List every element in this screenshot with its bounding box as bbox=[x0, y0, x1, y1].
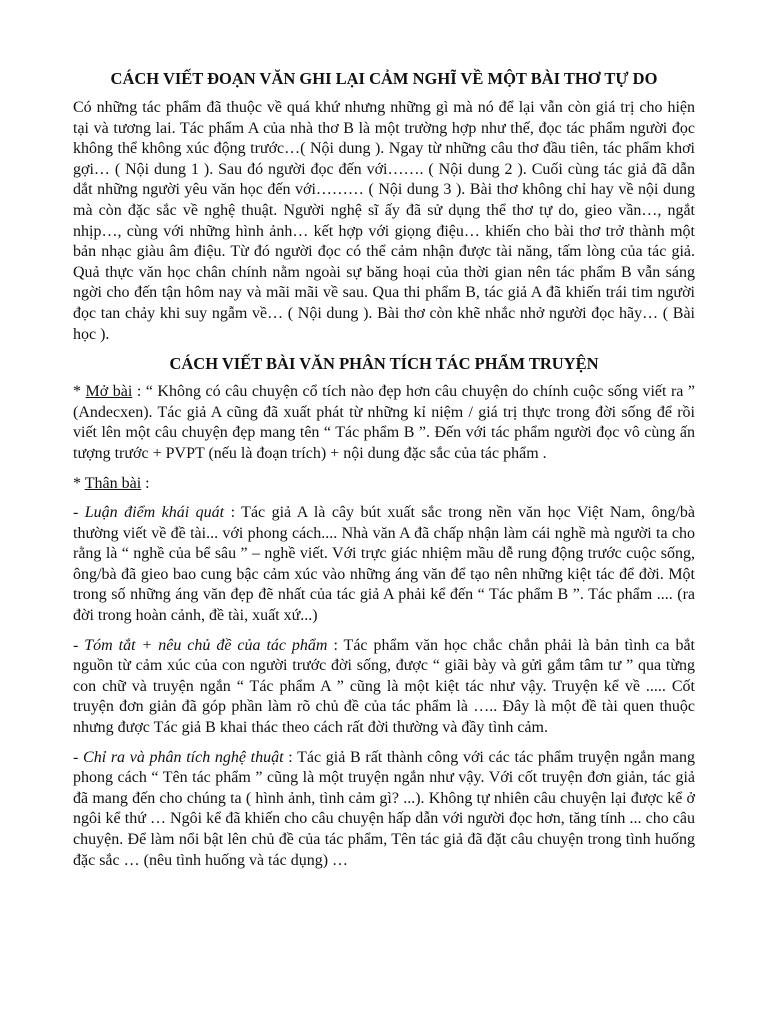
mo-bai-paragraph bbox=[73, 382, 695, 464]
poem-paragraph: Có những tác phẩm đã thuộc về quá khứ nhưng những gì mà nó để lại vẫn còn giá trị cho hiện tại và tương lai. Tác phẩm A của nhà thơ B là một trường hợp như thế, đọc tác phẩm người đọc không thể không xúc động trước…( Nội dung ). Ngay từ những câu thơ đầu tiên, tác phẩm khơi gợi… ( Nội dung 1 ). Sau đó người đọc đến với……. ( Nội dung 2 ). Cuối cùng tác giả đã dẫn dắt những người yêu văn học đến với……… ( Nội dung 3 ). Bài thơ không chỉ hay về nội dung mà còn đặc sắc về nghệ thuật. Người nghệ sĩ ấy đã sử dụng thể thơ tự do, gieo vần…, ngắt nhịp…, cùng với những hình ảnh… kết hợp với giọng điệu… khiến cho bài thơ trở thành một bản nhạc giàu âm điệu. Từ đó người đọc có thể cảm nhận được tài năng, tấm lòng của tác giả. Quả thực văn học chân chính nằm ngoài sự băng hoại của thời gian nên tác phẩm B vẫn sáng ngời cho đến tận hôm nay và mãi mãi về sau. Qua thi phẩm B, tác giả A đã khiến trái tim người đọc tan chảy khi suy ngẫm về… ( Nội dung ). Bài thơ còn khẽ nhắc nhở người đọc hãy… ( Bài học ). bbox=[73, 99, 695, 343]
than-bai-prefix: * bbox=[73, 474, 85, 492]
nghe-thuat-label: Chỉ ra và phân tích nghệ thuật bbox=[83, 748, 284, 766]
luan-diem-prefix: - bbox=[73, 504, 85, 522]
luan-diem-text: : Tác giả A là cây bút xuất sắc trong nền văn học Việt Nam, ông/bà thường viết về đề tài... với phong cách.... Nhà văn A đã chấp nhận làm cái nghề mà người ta cho rằng là “ nghề của bể sâu ” – nghề viết. Với trực giác nhiệm mầu dễ rung động trước cuộc sống, ông/bà đã gieo bao cung bậc cảm xúc vào những áng văn để tạo nên những kiệt tác để đời. Một trong số những áng văn đẹp đẽ nhất của tác giả A phải kể đến “ Tác phẩm B ”. Tác phẩm .... (ra đời trong hoàn cảnh, đề tài, xuất xứ...) bbox=[73, 504, 695, 625]
luan-diem-paragraph bbox=[73, 503, 695, 627]
than-bai-paragraph bbox=[73, 474, 695, 495]
mo-bai-prefix: * bbox=[73, 383, 86, 401]
nghe-thuat-paragraph bbox=[73, 748, 695, 872]
mo-bai-label: Mở bài bbox=[85, 383, 133, 401]
luan-diem-label: Luận điểm khái quát bbox=[84, 504, 225, 522]
mo-bai-text: : “ Không có câu chuyện cổ tích nào đẹp hơn câu chuyện do chính cuộc sống viết ra ” (Andecxen). Tác giả A cũng đã xuất phát từ những kỉ niệm / giá trị thực trong đời sống để rồi viết lên một câu chuyện đẹp mang tên “ Tác phẩm B ”. Đến với tác phẩm người đọc vô cùng ấn tượng trước + PVPT (nếu là đoạn trích) + nội dung đặc sắc của tác phẩm . bbox=[73, 383, 696, 462]
tom-tat-paragraph bbox=[73, 636, 695, 739]
nghe-thuat-text: : Tác giả B rất thành công với các tác phẩm truyện ngắn mang phong cách “ Tên tác phẩm ” cũng là một truyện ngắn như vậy. Với cốt truyện đơn giản, tác giả đã mang đến cho chúng ta ( hình ảnh, tình cảm gì? ...). Không tự nhiên câu chuyện lại được kể ở ngôi kể thứ … Ngôi kể đã khiến cho câu chuyện hấp dẫn với người đọc hơn, tăng tính ... cho câu chuyện. Để làm nổi bật lên chủ đề của tác phẩm, Tên tác giả đã đặt câu chuyện trong tình huống đặc sắc … (nêu tình huống và tác dụng) … bbox=[73, 748, 695, 869]
than-bai-label: Thân bài bbox=[84, 474, 142, 492]
than-bai-suffix: : bbox=[141, 474, 150, 492]
section-title-poem: CÁCH VIẾT ĐOẠN VĂN GHI LẠI CẢM NGHĨ VỀ MỘT BÀI THƠ TỰ DO bbox=[110, 69, 658, 88]
section-title-story: CÁCH VIẾT BÀI VĂN PHÂN TÍCH TÁC PHẨM TRUYỆN bbox=[169, 354, 599, 374]
nghe-thuat-prefix: - bbox=[73, 748, 84, 766]
tom-tat-text: : Tác phẩm văn học chắc chắn phải là bản tình ca bắt nguồn từ cảm xúc của con người trước đời sống, được “ giãi bày và gửi gắm tâm tư ” qua từng con chữ và truyện ngắn “ Tác phẩm A ” cũng là một kiệt tác như vậy. Truyện kể về ..... Cốt truyện đơn giản đã góp phần làm rõ chủ đề của tác phẩm là ….. Đây là một đề tài quen thuộc nhưng được Tác giả B khai thác theo cách rất đời thường và đầy tình cảm. bbox=[73, 636, 696, 737]
tom-tat-prefix: - bbox=[73, 636, 85, 654]
tom-tat-label: Tóm tắt + nêu chủ đề của tác phẩm bbox=[84, 636, 328, 654]
